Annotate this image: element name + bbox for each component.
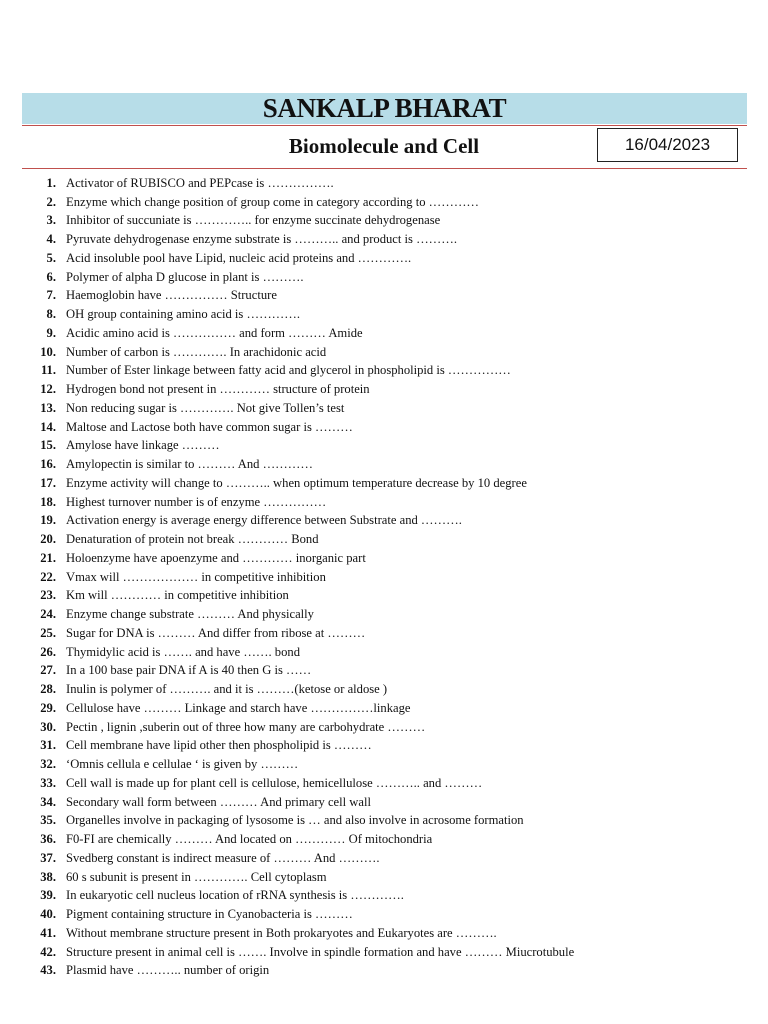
question-item [0, 305, 768, 324]
question-number: 37. [40, 850, 56, 865]
top-rule [22, 125, 747, 126]
question-item [0, 755, 768, 774]
question-text: Maltose and Lactose both have common sugar is ……… [66, 419, 353, 434]
question-text: F0-FI are chemically ……… And located on ………… Of mitochondria [66, 832, 433, 847]
question-text: Highest turnover number is of enzyme …………… [66, 494, 327, 509]
question-text: Thymidylic acid is ……. and have ……. bond [66, 644, 300, 659]
question-text: Holoenzyme have apoenzyme and ………… inorganic part [66, 550, 366, 565]
question-number: 29. [40, 700, 56, 715]
question-number: 39. [40, 888, 56, 903]
question-item [0, 362, 768, 381]
question-text: Hydrogen bond not present in ………… structure of protein [66, 382, 370, 397]
question-number: 20. [40, 532, 56, 547]
question-list [0, 174, 768, 980]
question-text: Secondary wall form between ……… And primary cell wall [66, 794, 371, 809]
question-item [0, 193, 768, 212]
question-item [0, 605, 768, 624]
question-text: Km will ………… in competitive inhibition [66, 588, 289, 603]
question-text: Number of Ester linkage between fatty acid and glycerol in phospholipid is …………… [66, 363, 511, 378]
document-subtitle: Biomolecule and Cell [288, 134, 480, 158]
question-number: 23. [40, 588, 56, 603]
question-item [0, 455, 768, 474]
question-text: Haemoglobin have …………… Structure [66, 288, 277, 303]
question-item [0, 474, 768, 493]
question-item [0, 530, 768, 549]
question-number: 21. [40, 550, 56, 565]
question-text: OH group containing amino acid is …………. [66, 307, 300, 322]
question-text: Pyruvate dehydrogenase enzyme substrate is ……….. and product is ………. [66, 232, 458, 247]
question-number: 34. [40, 794, 56, 809]
question-text: Organelles involve in packaging of lysosome is … and also involve in acrosome formation [66, 813, 524, 828]
question-item [0, 174, 768, 193]
question-item [0, 643, 768, 662]
title-band [22, 93, 747, 124]
date-box: 16/04/2023 [597, 128, 738, 162]
question-text: Acidic amino acid is …………… and form ……… Amide [66, 325, 363, 340]
question-number: 17. [40, 475, 56, 490]
question-text: Sugar for DNA is ……… And differ from ribose at ……… [66, 625, 366, 640]
question-text: Acid insoluble pool have Lipid, nucleic acid proteins and …………. [66, 250, 412, 265]
question-text: Number of carbon is …………. In arachidonic acid [66, 344, 327, 359]
question-text: Cell membrane have lipid other then phospholipid is ……… [66, 738, 372, 753]
question-item [0, 905, 768, 924]
question-number: 6. [46, 269, 56, 284]
question-number: 38. [40, 869, 56, 884]
question-item [0, 962, 768, 981]
question-number: 35. [40, 813, 56, 828]
question-number: 33. [40, 775, 56, 790]
question-number: 7. [46, 288, 56, 303]
question-item [0, 943, 768, 962]
question-number: 10. [40, 344, 56, 359]
question-item [0, 380, 768, 399]
question-item [0, 662, 768, 681]
question-text: Enzyme change substrate ……… And physically [66, 607, 314, 622]
question-item [0, 812, 768, 831]
question-item [0, 249, 768, 268]
question-item [0, 924, 768, 943]
question-item [0, 568, 768, 587]
question-text: Activation energy is average energy difference between Substrate and ………. [66, 513, 462, 528]
question-number: 4. [46, 232, 56, 247]
question-number: 8. [46, 307, 56, 322]
question-item [0, 680, 768, 699]
question-text: Activator of RUBISCO and PEPcase is ……………. [66, 175, 334, 190]
question-item [0, 699, 768, 718]
question-number: 25. [40, 625, 56, 640]
question-text: Svedberg constant is indirect measure of ……… And ………. [66, 850, 380, 865]
question-number: 43. [40, 963, 56, 978]
question-item [0, 830, 768, 849]
question-item [0, 399, 768, 418]
question-item [0, 437, 768, 456]
question-number: 16. [40, 457, 56, 472]
question-text: Enzyme which change position of group come in category according to ………… [66, 194, 480, 209]
question-item [0, 737, 768, 756]
question-number: 27. [40, 663, 56, 678]
question-item [0, 624, 768, 643]
question-item [0, 849, 768, 868]
question-text: Cell wall is made up for plant cell is cellulose, hemicellulose ……….. and ……… [66, 775, 483, 790]
question-item [0, 230, 768, 249]
question-item [0, 793, 768, 812]
question-item [0, 418, 768, 437]
question-number: 31. [40, 738, 56, 753]
question-item [0, 512, 768, 531]
question-number: 40. [40, 907, 56, 922]
question-item [0, 587, 768, 606]
question-number: 22. [40, 569, 56, 584]
question-item [0, 287, 768, 306]
question-number: 11. [40, 363, 56, 378]
question-number: 15. [40, 438, 56, 453]
document-title: SANKALP BHARAT [262, 93, 507, 123]
question-item [0, 343, 768, 362]
question-text: Inulin is polymer of ………. and it is ………(ketose or aldose ) [66, 682, 388, 697]
question-text: Without membrane structure present in Both prokaryotes and Eukaryotes are ………. [66, 925, 497, 940]
question-item [0, 324, 768, 343]
question-number: 5. [46, 250, 56, 265]
question-number: 13. [40, 400, 56, 415]
question-item [0, 774, 768, 793]
question-number: 3. [46, 213, 56, 228]
question-text: Inhibitor of succuniate is ………….. for enzyme succinate dehydrogenase [66, 213, 441, 228]
question-item [0, 549, 768, 568]
question-text: Structure present in animal cell is ……. Involve in spindle formation and have ……… Miucrotubule [66, 944, 575, 959]
question-item [0, 493, 768, 512]
question-number: 2. [46, 194, 56, 209]
question-text: Denaturation of protein not break ………… Bond [66, 532, 319, 547]
question-text: In a 100 base pair DNA if A is 40 then G is …… [66, 663, 312, 678]
question-number: 19. [40, 513, 56, 528]
question-number: 41. [40, 925, 56, 940]
question-number: 24. [40, 607, 56, 622]
question-text: Pectin , lignin ,suberin out of three how many are carbohydrate ……… [66, 719, 426, 734]
question-text: Pigment containing structure in Cyanobacteria is ……… [66, 907, 353, 922]
question-number: 36. [40, 832, 56, 847]
question-number: 18. [40, 494, 56, 509]
question-text: In eukaryotic cell nucleus location of rRNA synthesis is …………. [66, 888, 404, 903]
question-text: Amylose have linkage ……… [66, 438, 220, 453]
question-text: Enzyme activity will change to ……….. when optimum temperature decrease by 10 degree [66, 475, 527, 490]
question-item [0, 718, 768, 737]
question-number: 32. [40, 757, 56, 772]
question-number: 30. [40, 719, 56, 734]
question-item [0, 212, 768, 231]
question-text: Cellulose have ……… Linkage and starch have ……………linkage [66, 700, 411, 715]
question-number: 26. [40, 644, 56, 659]
bottom-rule [22, 168, 747, 169]
question-item [0, 268, 768, 287]
question-number: 9. [46, 325, 56, 340]
question-number: 28. [40, 682, 56, 697]
question-text: 60 s subunit is present in …………. Cell cytoplasm [66, 869, 327, 884]
question-text: Plasmid have ……….. number of origin [66, 963, 270, 978]
question-item [0, 887, 768, 906]
question-number: 42. [40, 944, 56, 959]
question-text: ‘Omnis cellula e cellulae ‘ is given by ……… [66, 757, 299, 772]
question-number: 1. [46, 175, 56, 190]
question-number: 14. [40, 419, 56, 434]
question-item [0, 868, 768, 887]
question-text: Vmax will ……………… in competitive inhibition [66, 569, 326, 584]
question-number: 12. [40, 382, 56, 397]
question-text: Amylopectin is similar to ……… And ………… [66, 457, 313, 472]
question-text: Non reducing sugar is …………. Not give Tollen’s test [66, 400, 345, 415]
question-text: Polymer of alpha D glucose in plant is ………. [66, 269, 304, 284]
